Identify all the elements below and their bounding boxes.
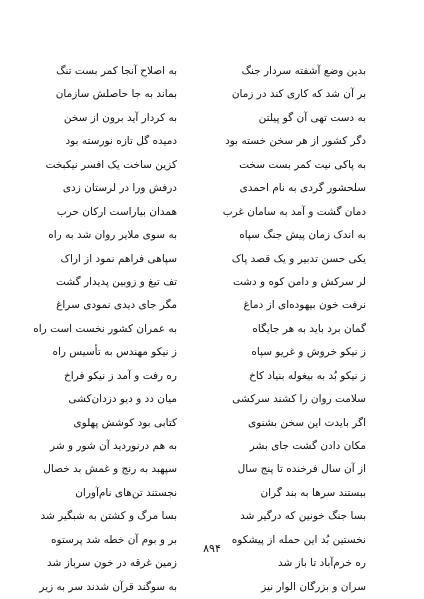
verse-left-15: میان دد و دیو دزدان‌کشی bbox=[68, 393, 177, 406]
page-number: ۸۹۴ bbox=[203, 542, 221, 555]
verse-right-7: دمان گشت و آمد به سامان غرب bbox=[222, 205, 366, 218]
verse-left-14: ره رفت و آمد ز نیکو فراخ bbox=[63, 369, 177, 382]
verse-left-23: به سوگند قرآن شدند سر به زیر bbox=[39, 580, 177, 593]
verse-right-6: سلحشور گردی به نام احمدی bbox=[239, 182, 366, 195]
verse-right-9: یکی حسن تدبیر و یک قصد پاک bbox=[231, 252, 366, 265]
verse-right-12: گمان برد باید به هر جایگاه bbox=[252, 322, 366, 335]
verse-right-8: به اندک زمان پیش جنگ سپاه bbox=[239, 229, 366, 242]
verse-right-18: از آن سال فرخنده تا پنج سال bbox=[237, 463, 366, 476]
verse-left-6: درفش ورا در لرستان زدی bbox=[62, 182, 177, 195]
verse-left-20: بسا مرگ و کشتن به شبگیر شد bbox=[40, 510, 177, 523]
verse-right-1: بدین وضع آشفته سردار جنگ bbox=[241, 65, 366, 77]
verse-right-16: اگر بایدت این سخن بشنوی bbox=[247, 416, 366, 429]
verse-left-7: همدان بیاراست ارکان حرب bbox=[56, 205, 177, 218]
verse-left-16: کتابی بود کوشش پهلوی bbox=[73, 416, 177, 429]
verse-right-15: سلامت روان را کشند سرکشی bbox=[232, 393, 366, 406]
verse-right-21: نخستین بُد این حمله از پیشکوه bbox=[231, 533, 366, 546]
verse-right-4: دگر کشور از هر سخن خسته بود bbox=[225, 135, 366, 148]
verse-right-22: ره خرم‌آباد تا باز شد bbox=[277, 557, 366, 570]
verse-left-18: سپهبد به رنج و غمش بد خصال bbox=[43, 463, 177, 476]
verse-left-4: دمیده گل تازه نورسته بود bbox=[65, 135, 177, 148]
verse-right-20: بسا جنگ خونین که درگیر شد bbox=[240, 510, 366, 523]
verse-right-14: ز نیکو بُد به بیغوله بنیاد کاخ bbox=[249, 369, 366, 382]
verse-left-3: به کردار آید برون از سخن bbox=[63, 111, 177, 124]
verse-right-13: ز نیکو خروش و غریو سپاه bbox=[251, 346, 366, 359]
verse-right-17: مکان دادن گشت جای بشر bbox=[249, 440, 366, 452]
verse-right-2: بر آن شد که کاری کند در زمان bbox=[231, 88, 366, 101]
verse-left-13: ز نیکو مهندس به تأسیس راه bbox=[52, 346, 177, 359]
verse-left-1: به اصلاح آنجا کمر بست تنگ bbox=[56, 65, 177, 77]
verse-left-22: زمین غرقه در خون سرباز شد bbox=[47, 557, 177, 570]
verse-right-19: ببستند سرها به بند گران bbox=[260, 486, 366, 499]
poem-left-column bbox=[27, 60, 177, 599]
verse-left-11: مگر جای دیدی نمودی سراغ bbox=[56, 299, 177, 312]
verse-left-10: تف تیغ و زوبین پدیدار گشت bbox=[56, 275, 177, 288]
verse-left-17: به هم درنوردید آن شور و شر bbox=[50, 440, 177, 452]
verse-left-19: نجستند تن‌های نام‌آوران bbox=[75, 486, 177, 499]
verse-left-8: به سوی ملایر روان شد به راه bbox=[48, 229, 177, 242]
verse-right-3: به دست تهی آن گو پیلتن bbox=[258, 111, 366, 124]
poem-right-column bbox=[216, 60, 366, 599]
verse-left-5: کزین ساخت یک افسر نیکبخت bbox=[45, 158, 177, 171]
verse-right-5: به پاکی نیت کمر بست سخت bbox=[239, 158, 366, 171]
verse-left-21: بر و بوم آن خطه شد پرستوه bbox=[51, 533, 177, 546]
verse-right-23: سران و بزرگان الوار نیز bbox=[261, 580, 366, 593]
verse-left-12: به عمران کشور نخست است راه bbox=[33, 322, 177, 335]
verse-right-10: لر سرکش و دامن کوه و دشت bbox=[232, 275, 366, 288]
verse-right-11: نرفت خون بیهوده‌ای از دماغ bbox=[243, 299, 366, 312]
verse-left-9: سپاهی فراهم نمود از اراک bbox=[60, 252, 177, 265]
verse-left-2: بماند به جا حاصلش سازمان bbox=[55, 88, 177, 101]
